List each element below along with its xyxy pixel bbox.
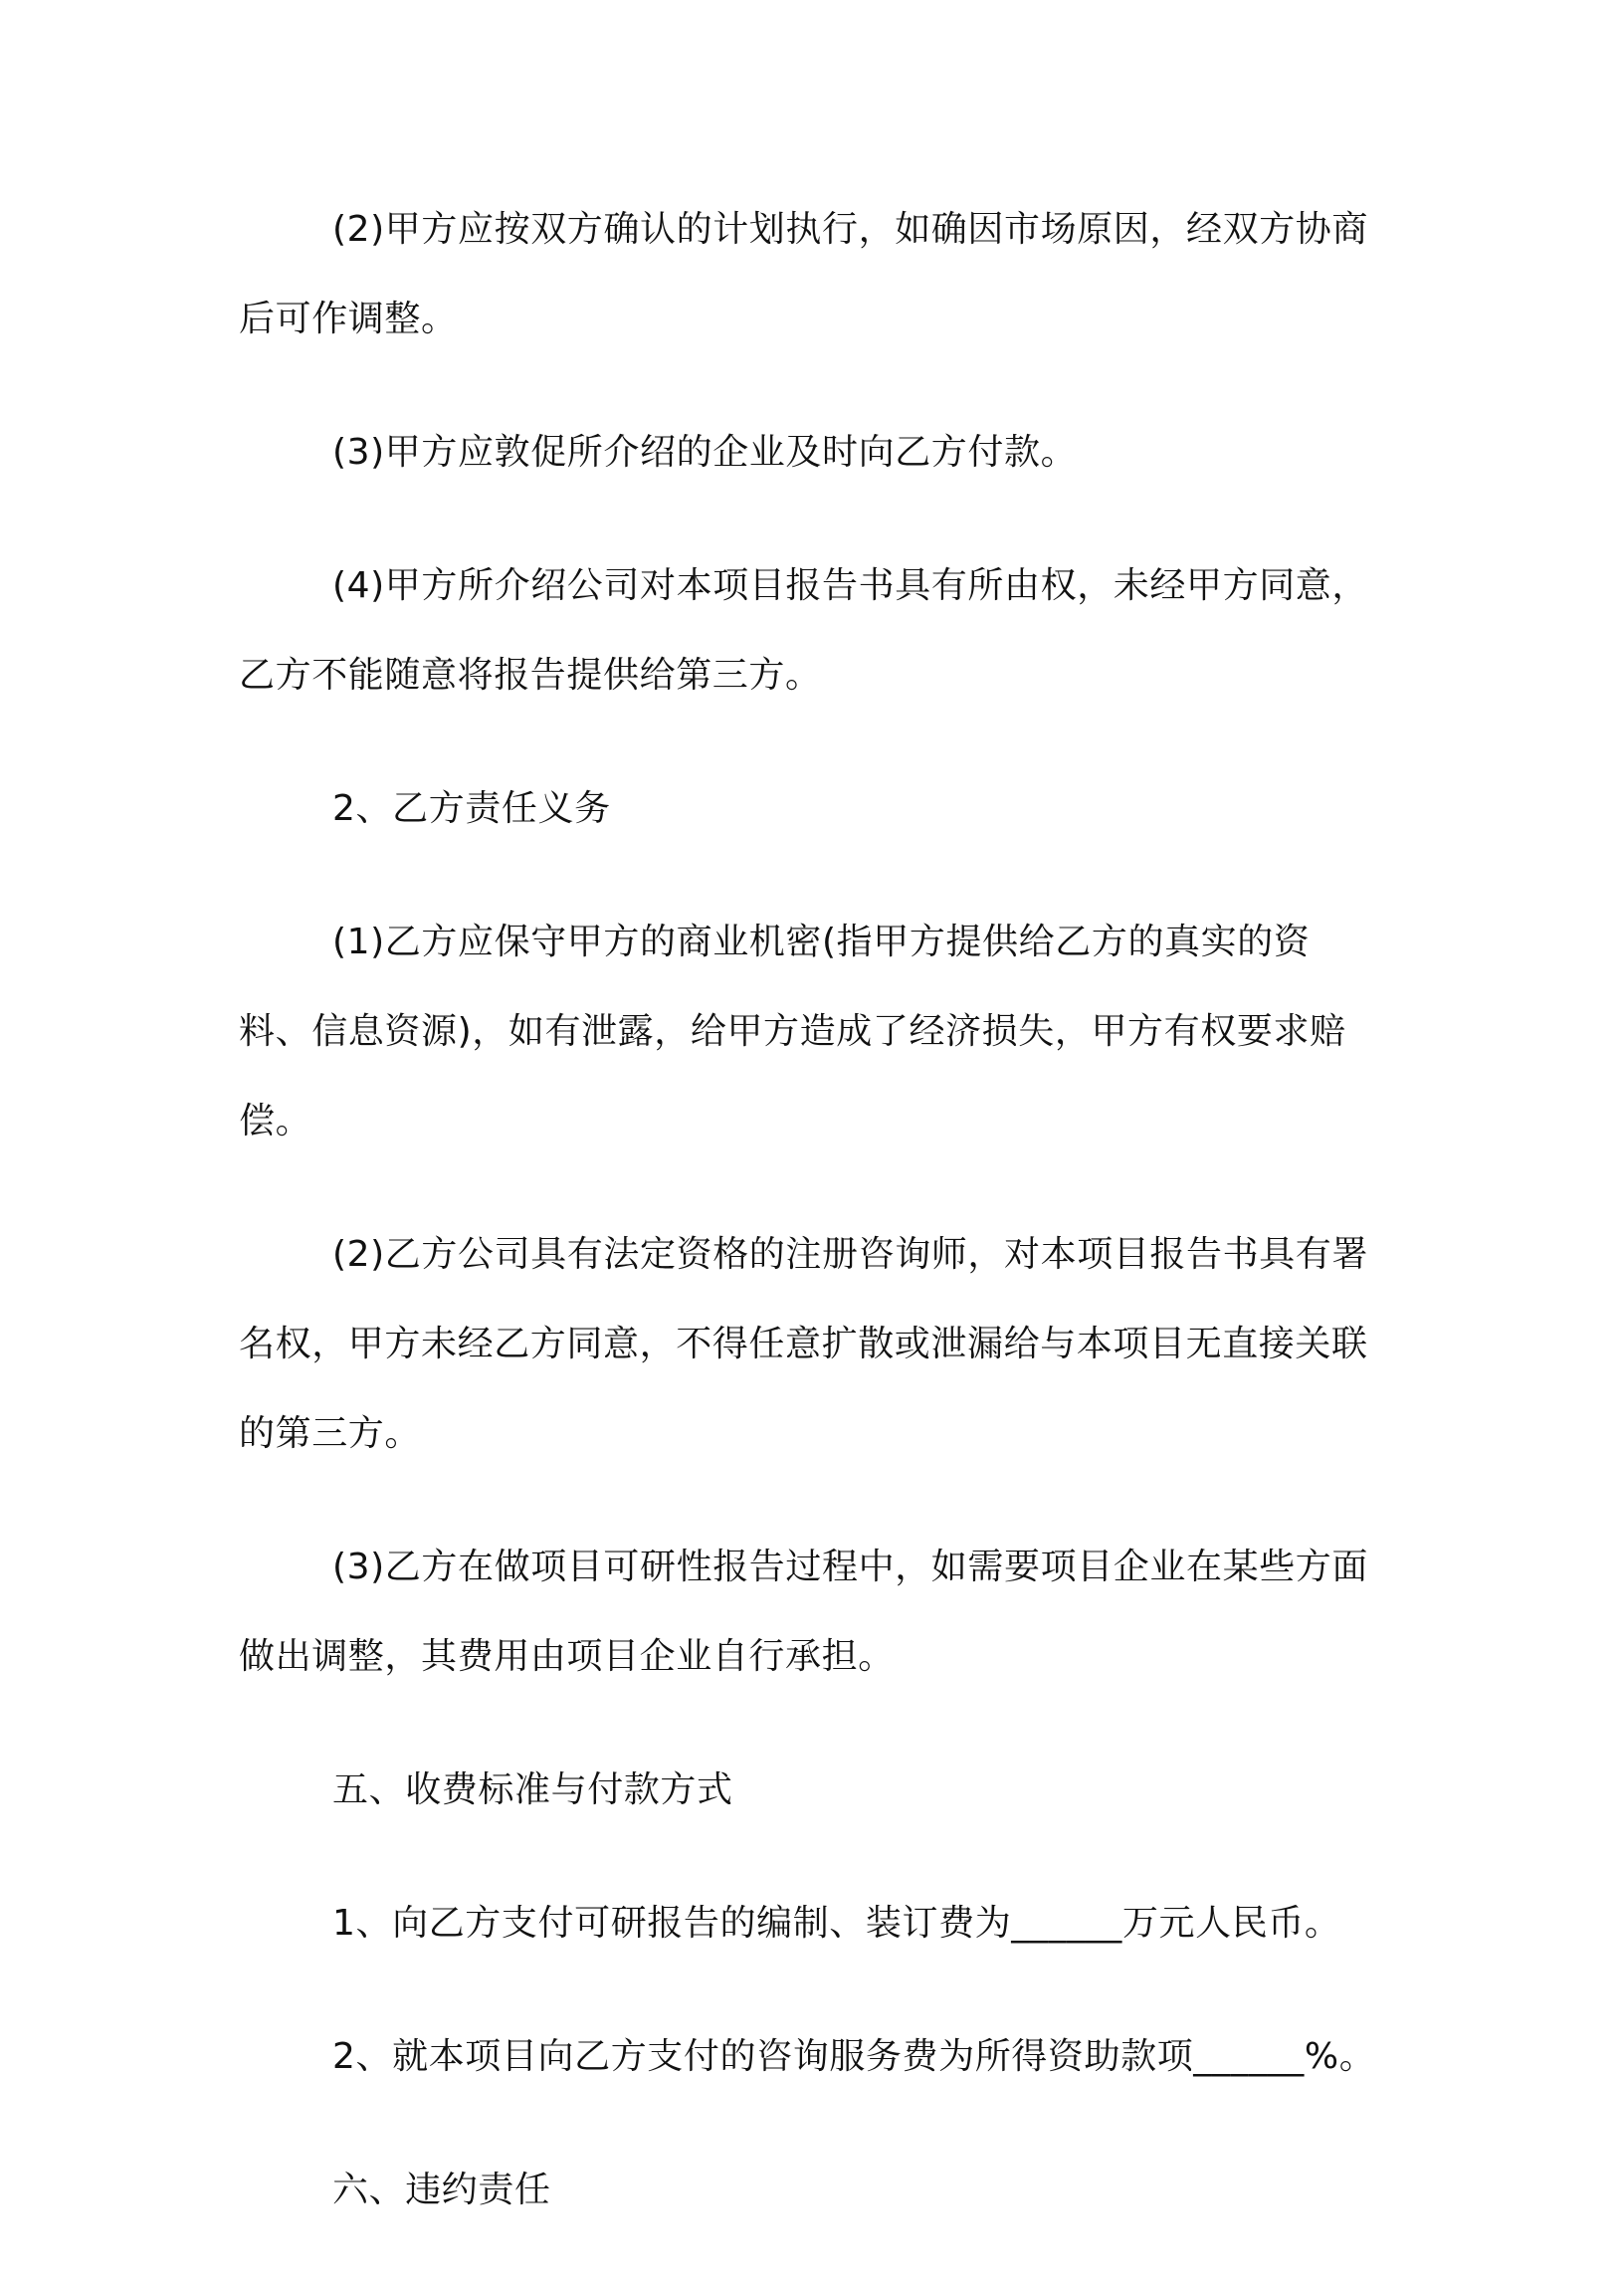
section-fees-heading: 五、收费标准与付款方式 [332,1769,733,1810]
section-party-b-duties-heading: 2、乙方责任义务 [332,788,611,829]
section-breach-liability-heading: 六、违约责任 [332,2170,551,2210]
clause-b3-adjustment-costs: (3)乙方在做项目可研性报告过程中，如需要项目企业在某些方面做出调整，其费用由项目企业自行承担。 [239,1547,1368,1677]
fee-item-report-compilation: 1、向乙方支付可研报告的编制、装订费为______万元人民币。 [332,1903,1341,1944]
clause-a3-urge-payment: (3)甲方应敦促所介绍的企业及时向乙方付款。 [332,432,1078,473]
clause-b2-signature-rights: (2)乙方公司具有法定资格的注册咨询师，对本项目报告书具有署名权，甲方未经乙方同意，不得任意扩散或泄漏给与本项目无直接关联的第三方。 [239,1234,1368,1454]
document-body [239,185,1381,2279]
clause-b1-confidentiality: (1)乙方应保守甲方的商业机密(指甲方提供给乙方的真实的资料、信息资源)，如有泄露，给甲方造成了经济损失，甲方有权要求赔偿。 [239,922,1346,1141]
clause-a2-plan-execution: (2)甲方应按双方确认的计划执行，如确因市场原因，经双方协商后可作调整。 [239,209,1368,339]
clause-a4-report-ownership: (4)甲方所介绍公司对本项目报告书具有所由权，未经甲方同意，乙方不能随意将报告提供给第三方。 [239,565,1368,696]
fee-item-consulting-service: 2、就本项目向乙方支付的咨询服务费为所得资助款项______%。 [332,2036,1376,2077]
